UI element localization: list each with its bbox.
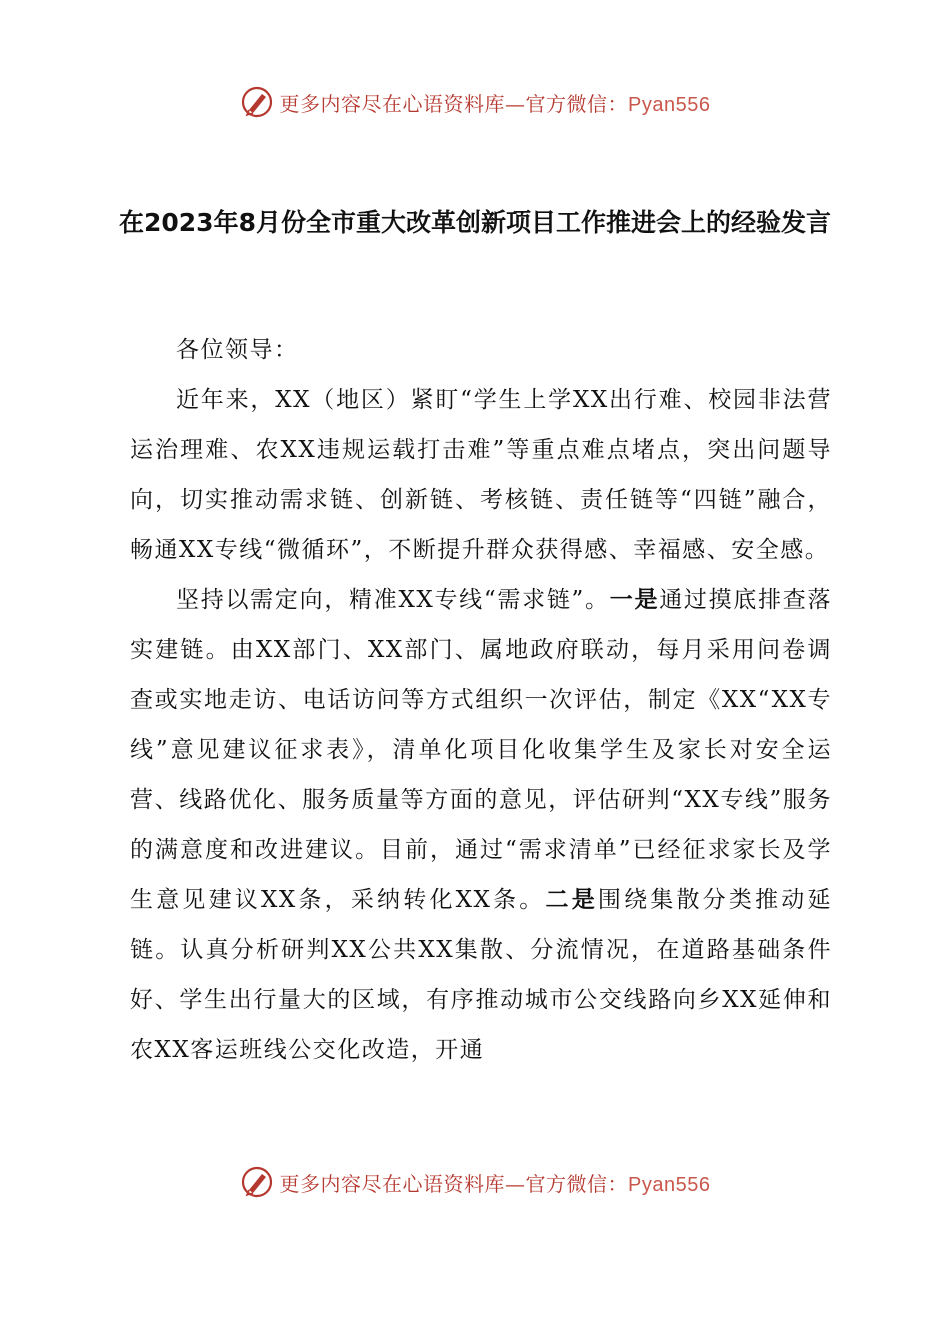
watermark-text: 更多内容尽在心语资料库—官方微信：Pyan556 [279, 1171, 711, 1196]
watermark-text: 更多内容尽在心语资料库—官方微信：Pyan556 [279, 91, 711, 116]
salutation: 各位领导： [176, 337, 299, 363]
pen-logo-icon [240, 1165, 274, 1199]
intro-paragraph: 近年来，XX（地区）紧盯“学生上学XX出行难、校园非法营运治理难、农XX违规运载打击难”等重点难点堵点，突出问题导向，切实推动需求链、创新链、考核链、责任链等“四链”融合，畅通XX专线“微循环”，不断提升群众获得感、幸福感、安全感。 [130, 387, 832, 563]
watermark-banner-bottom [0, 1160, 950, 1204]
pen-logo-icon [240, 85, 274, 119]
document-title: 在2023年8月份全市重大改革创新项目工作推进会上的经验发言 [119, 208, 831, 237]
watermark-banner-top [0, 80, 950, 124]
marker-first: 一是 [609, 586, 660, 613]
wechat-id: Pyan556 [628, 1173, 711, 1196]
marker-second: 二是 [545, 886, 598, 913]
document-body [130, 325, 832, 1075]
wechat-id: Pyan556 [628, 93, 711, 116]
demand-chain-paragraph: 坚持以需定向，精准XX专线“需求链”。一是通过摸底排查落实建链。由XX部门、XX部门、属地政府联动，每月采用问卷调查或实地走访、电话访问等方式组织一次评估，制定《XX“XX专线”意见建议征求表》，清单化项目化收集学生及家长对安全运营、线路优化、服务质量等方面的意见，评估研判“XX专线”服务的满意度和改进建议。目前，通过“需求清单”已经征求家长及学生意见建议XX条，采纳转化XX条。二是围绕集散分类推动延链。认真分析研判XX公共XX集散、分流情况，在道路基础条件好、学生出行量大的区域，有序推动城市公交线路向乡XX延伸和农XX客运班线公交化改造，开通 [130, 586, 833, 1063]
